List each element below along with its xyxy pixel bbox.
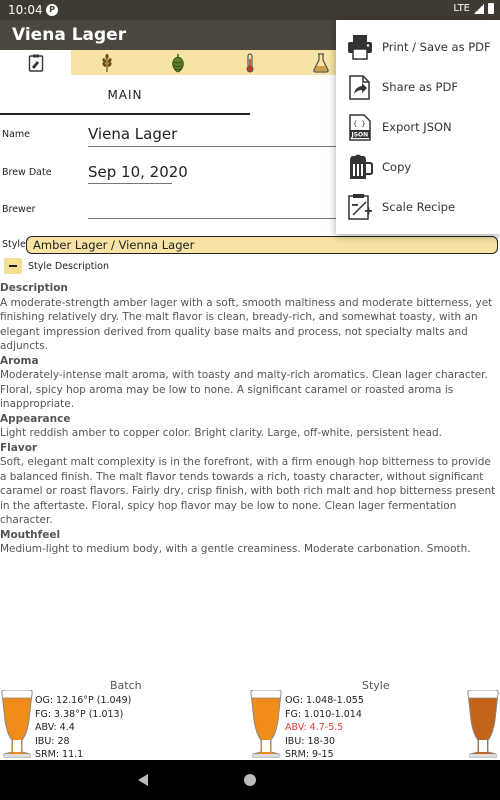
- menu-item-export-json[interactable]: [336, 107, 500, 147]
- status-right: [453, 3, 494, 14]
- menu-item-copy[interactable]: [336, 147, 500, 187]
- tab-fermentables[interactable]: [71, 50, 142, 75]
- battery-icon: [488, 3, 494, 14]
- appearance-heading: Appearance: [0, 412, 71, 425]
- menu-item-scale-recipe[interactable]: [336, 187, 500, 227]
- status-time: 10:04: [8, 3, 43, 17]
- home-icon[interactable]: [244, 774, 256, 786]
- status-bar: [0, 0, 500, 20]
- style-beer-glass-icon: [249, 690, 283, 758]
- tab-main[interactable]: MAIN: [0, 75, 250, 115]
- style-ibu: IBU: 18-30: [285, 735, 336, 747]
- tab-recipe[interactable]: [0, 50, 71, 75]
- batch-stats: [35, 694, 131, 762]
- style-description-label: Style Description: [28, 261, 109, 272]
- tab-hops[interactable]: [143, 50, 214, 75]
- tab-mash[interactable]: [214, 50, 285, 75]
- network-type: LTE: [453, 3, 470, 14]
- share-icon: [346, 73, 374, 101]
- thermometer-icon: [245, 53, 255, 73]
- svg-text:JSON: JSON: [351, 131, 369, 139]
- style-stats-label: Style: [362, 679, 390, 692]
- style-select[interactable]: Amber Lager / Vienna Lager: [26, 236, 498, 254]
- recipe-icon: [28, 54, 44, 72]
- notification-icon: P: [46, 4, 58, 16]
- style-og: OG: 1.048-1.055: [285, 695, 364, 706]
- collapse-style-description-button[interactable]: [4, 258, 22, 274]
- aroma-heading: Aroma: [0, 354, 39, 367]
- style-max-beer-glass-icon: [466, 690, 500, 758]
- scale-recipe-icon: [346, 193, 374, 221]
- style-fg: FG: 1.010-1.014: [285, 708, 362, 720]
- description-text: A moderate-strength amber lager with a soft, smooth maltiness and moderate bitterness, yet finishing relatively dry. The malt flavor is clean, bready-rich, and somewhat toasty, with an elegant impression derived from quality base malts and process, not specialty malts and adjuncts.: [0, 296, 493, 352]
- brewer-underline: [88, 218, 336, 219]
- printer-icon: [346, 33, 374, 61]
- overflow-menu: [336, 20, 500, 234]
- flavor-heading: Flavor: [0, 441, 38, 454]
- style-srm: SRM: 9-15: [285, 749, 334, 760]
- name-label: Name: [2, 129, 31, 140]
- aroma-text: Moderately-intense malt aroma, with toasty and malty-rich aromatics. Clean lager character. Floral, spicy hop aroma may be low to none. A significant caramel or roasted aroma is inappropriate.: [0, 369, 488, 410]
- page-title: Viena Lager: [12, 25, 127, 45]
- batch-beer-glass-icon: [0, 690, 34, 758]
- signal-icon: [474, 4, 484, 14]
- menu-item-label: Print / Save as PDF: [382, 40, 491, 54]
- mouthfeel-heading: Mouthfeel: [0, 528, 61, 541]
- menu-item-print[interactable]: [336, 27, 500, 67]
- name-underline: [88, 146, 336, 147]
- menu-item-label: Copy: [382, 160, 412, 174]
- batch-srm: SRM: 11.1: [35, 749, 84, 760]
- menu-item-label: Share as PDF: [382, 80, 458, 94]
- brew-date-underline: [88, 183, 172, 184]
- json-file-icon: [346, 113, 374, 141]
- flask-icon: [312, 53, 330, 73]
- back-icon[interactable]: [138, 774, 148, 786]
- flavor-text: Soft, elegant malt complexity is in the forefront, with a firm enough hop bitterness to provide a balanced finish. The malt flavor tends towards a rich, toasty character, without significant caramel or roast flavors. Fairly dry, crisp finish, with both rich malt and hop bitterness present in the aftertaste. Floral, spicy hop flavor may be low to none. Clean lager fermentation character.: [0, 456, 496, 526]
- batch-fg: FG: 3.38°P (1.013): [35, 708, 124, 720]
- system-nav-bar: [0, 760, 500, 800]
- brew-date-label: Brew Date: [2, 167, 52, 178]
- brew-date-field[interactable]: Sep 10, 2020: [88, 163, 188, 181]
- batch-label: Batch: [110, 679, 142, 692]
- menu-item-label: Scale Recipe: [382, 200, 456, 214]
- appearance-text: Light reddish amber to copper color. Bright clarity. Large, off-white, persistent head.: [0, 427, 443, 439]
- batch-abv: ABV: 4.4: [35, 722, 75, 733]
- menu-item-label: Export JSON: [382, 120, 452, 134]
- batch-ibu: IBU: 28: [35, 735, 70, 747]
- batch-og: OG: 12.16°P (1.049): [35, 695, 132, 706]
- style-stats: [285, 694, 364, 762]
- name-field[interactable]: Viena Lager: [88, 125, 178, 143]
- style-abv: ABV: 4.7-5.5: [285, 722, 344, 733]
- hops-icon: [170, 53, 186, 73]
- style-label: Style: [2, 239, 26, 250]
- mouthfeel-text: Medium-light to medium body, with a gentle creaminess. Moderate carbonation. Smooth.: [0, 543, 471, 555]
- description-heading: Description: [0, 282, 68, 294]
- brewer-label: Brewer: [2, 204, 36, 215]
- menu-item-share[interactable]: [336, 67, 500, 107]
- style-description: [0, 281, 500, 557]
- grain-icon: [100, 53, 114, 73]
- copy-mug-icon: [346, 153, 374, 181]
- svg-text:{ }: { }: [353, 120, 366, 128]
